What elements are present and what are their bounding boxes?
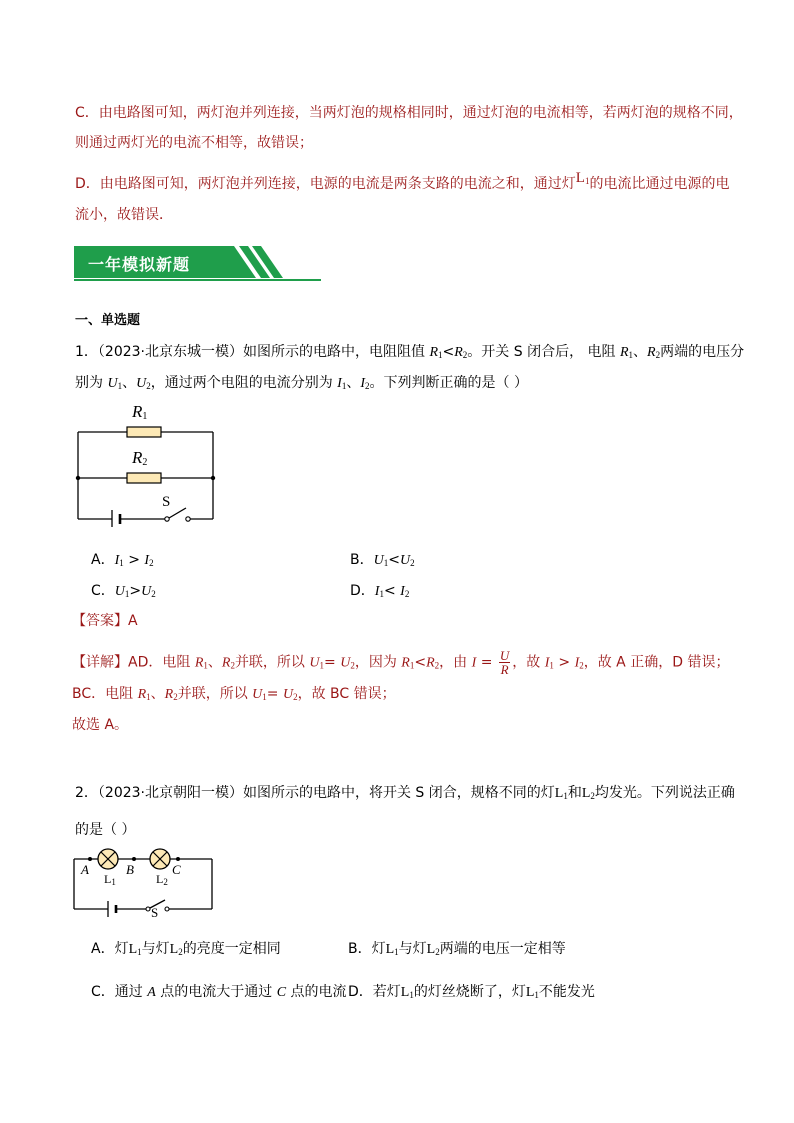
q1-option-c[interactable]: C．$U_1>U_2$ (91, 583, 156, 599)
lamp-l1 (98, 849, 118, 869)
q2-option-b[interactable]: B．灯$L_1$与灯$L_2$两端的电压一定相等 (348, 941, 566, 957)
lamp-l2 (150, 849, 170, 869)
q1-answer (72, 611, 138, 631)
q1-stem-line1: 1．（2023·北京东城一模）如图所示的电路中，电阻阻值 $R_1<R_2$。开关 S 闭合后， 电阻 $R_1$、$R_2$两端的电压分 (75, 344, 745, 360)
q2-point-a: A (81, 862, 89, 877)
answer-value: A (128, 613, 138, 629)
resistor-r1 (127, 427, 161, 437)
q1-option-a[interactable]: A．$I_1 > I_2$ (91, 552, 154, 568)
q1-option-b[interactable]: B．$U_1<U_2$ (350, 552, 415, 568)
q1-detail-line2: BC．电阻 $R_1$、$R_2$并联，所以 $U_1= U_2$，故 BC 错误； (72, 686, 396, 702)
prev-option-d-line1: D．由电路图可知，两灯泡并列连接，电源的电流是两条支路的电流之和，通过灯$L_1$的电流比通过电源的电 (75, 170, 730, 192)
q2-option-d[interactable]: D．若灯$L_1$的灯丝烧断了，灯$L_1$不能发光 (348, 984, 595, 1000)
section-title: 一、单选题 (75, 313, 141, 328)
q1-option-d[interactable]: D．$I_1< I_2$ (350, 583, 410, 599)
resistor-r2 (127, 473, 161, 483)
prev-option-c-line1: C．由电路图可知，两灯泡并列连接，当两灯泡的规格相同时，通过灯泡的电流相等，若两灯泡的规格不同， (75, 105, 743, 121)
q2-label-l2: $L_2$ (156, 872, 168, 887)
formula-fraction: $\frac{U}{R}$ (499, 648, 510, 677)
q1-label-r2: $R_2$ (132, 448, 148, 468)
q2-stem-line2: 的是（ ） (75, 822, 136, 838)
q2-option-a[interactable]: A．灯$L_1$与灯$L_2$的亮度一定相同 (91, 941, 281, 957)
q2-label-l1: $L_1$ (104, 872, 116, 887)
q1-detail-line1: 【详解】AD．电阻 $R_1$、$R_2$并联，所以 $U_1= U_2$，因为 $R_1<R_2$，由 I = $\frac{U}{R}$ ，故 $I_1 > I_2$，故 A 正确，D 错误； (72, 648, 730, 677)
q1-label-r1: $R_1$ (132, 402, 148, 422)
prev-option-d-line2: 流小，故错误． (75, 207, 173, 223)
switch-blade (169, 508, 186, 518)
q1-detail-line3: 故选 A。 (72, 717, 129, 733)
answer-label: 【答案】 (72, 613, 128, 629)
q1-label-s: S (162, 494, 171, 510)
prev-option-c-line2: 则通过两灯光的电流不相等，故错误； (75, 135, 313, 151)
q2-point-c: C (172, 862, 181, 877)
q2-option-c[interactable]: C．通过 A 点的电流大于通过 C 点的电流 (91, 984, 347, 1000)
q2-circuit-diagram (68, 846, 218, 922)
q2-point-b: B (126, 862, 134, 877)
q2-label-s: S (151, 905, 159, 920)
q2-stem-line1: 2．（2023·北京朝阳一模）如图所示的电路中，将开关 S 闭合，规格不同的灯$L_1$和$L_2$均发光。下列说法正确 (75, 785, 735, 801)
banner-title: 一年模拟新题 (88, 255, 191, 274)
q1-stem-line2: 别为 $U_1$、$U_2$，通过两个电阻的电流分别为 $I_1$、$I_2$。下列判断正确的是（ ） (75, 375, 528, 391)
